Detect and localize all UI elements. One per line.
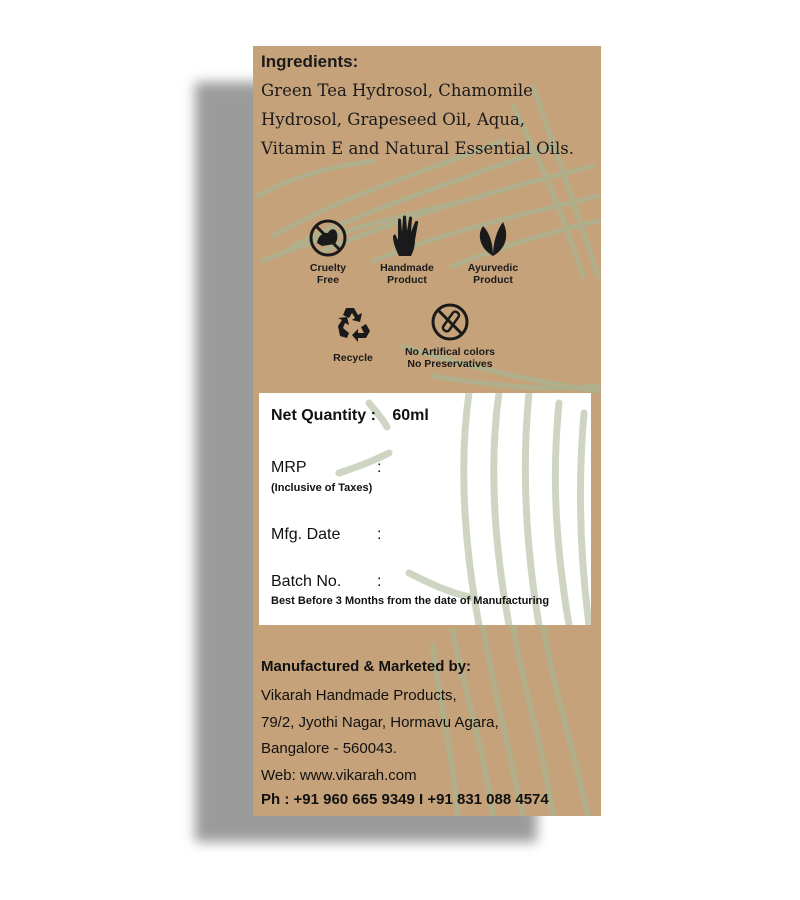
manufacturer-line: Vikarah Handmade Products, (261, 687, 457, 704)
manufacturer-line: Bangalore - 560043. (261, 740, 397, 757)
net-quantity-label: Net Quantity : (271, 407, 376, 424)
handmade-hand-icon (387, 214, 427, 258)
product-label (253, 46, 601, 816)
details-panel (259, 393, 591, 625)
mrp-row (271, 459, 382, 477)
badge-caption (298, 352, 408, 364)
ingredients-line: Hydrosol, Grapeseed Oil, Aqua, (261, 110, 526, 129)
manufacturer-title: Manufactured & Marketed by: (261, 658, 472, 675)
badge-recycle (298, 302, 408, 364)
net-quantity-row (271, 407, 429, 425)
ingredients-line: Vitamin E and Natural Essential Oils. (261, 139, 574, 158)
mrp-label: MRP (271, 459, 307, 476)
badge-caption-line: Recycle (333, 352, 373, 364)
badge-caption-line: Handmade (380, 262, 434, 274)
mfg-date-row (271, 526, 382, 544)
badge-caption (438, 262, 548, 286)
badge-caption-line: Product (473, 274, 513, 286)
best-before-note: Best Before 3 Months from the date of Manufacturing (271, 595, 550, 607)
phone-line: Ph : +91 960 665 9349 I +91 831 088 4574 (261, 791, 549, 808)
batch-row (271, 573, 382, 591)
badge-ayurvedic (438, 218, 548, 286)
mrp-colon: : (377, 459, 382, 476)
manufacturer-block (261, 658, 596, 808)
batch-label: Batch No. (271, 573, 342, 590)
badge-caption-line: Cruelty (309, 262, 347, 274)
ingredients-block (261, 52, 596, 163)
badge-caption-line: Free (316, 274, 340, 286)
manufacturer-line: 79/2, Jyothi Nagar, Hormavu Agara, (261, 713, 499, 731)
no-artificial-colors-icon (430, 302, 470, 342)
batch-colon: : (377, 573, 382, 590)
recycle-icon (332, 302, 374, 344)
badge-no-artificial (395, 302, 505, 370)
ingredients-line: Green Tea Hydrosol, Chamomile (261, 81, 533, 100)
badge-caption (395, 346, 505, 370)
ingredients-title: Ingredients: (261, 52, 359, 71)
badge-caption-line: Product (387, 274, 427, 286)
badge-caption-line: No Preservatives (407, 358, 493, 370)
net-quantity-value: 60ml (392, 407, 429, 424)
mfg-date-label: Mfg. Date (271, 526, 341, 543)
ayurvedic-leaf-icon (473, 218, 513, 258)
mfg-date-colon: : (377, 526, 382, 543)
cruelty-free-icon (308, 218, 348, 258)
mrp-note: (Inclusive of Taxes) (271, 482, 373, 494)
badge-caption-line: No Artifical colors (404, 346, 496, 358)
badge-caption-line: Ayurvedic (467, 262, 519, 274)
website-line: Web: www.vikarah.com (261, 766, 417, 784)
